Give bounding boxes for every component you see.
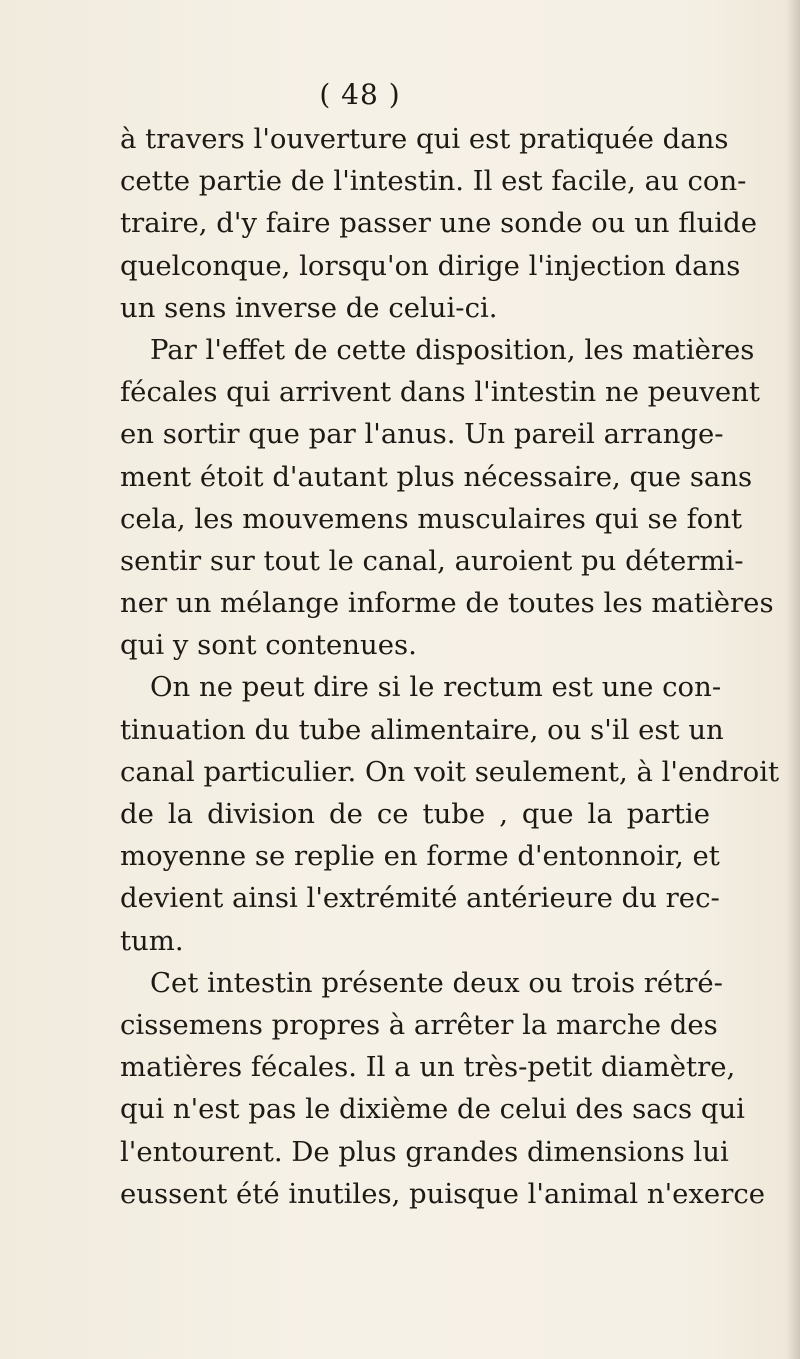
body-text — [120, 118, 780, 1215]
text-line: l'entourent. De plus grandes dimensions lui — [120, 1135, 729, 1168]
text-line: sentir sur tout le canal, auroient pu détermi- — [120, 544, 744, 577]
text-line: cissemens propres à arrêter la marche des — [120, 1008, 718, 1041]
text-line: moyenne se replie en forme d'entonnoir, et — [120, 840, 720, 873]
text-line: un sens inverse de celui-ci. — [120, 291, 498, 324]
page-edge-shadow — [786, 0, 800, 1359]
text-line: matières fécales. Il a un très-petit diamètre, — [120, 1051, 736, 1084]
text-line: quelconque, lorsqu'on dirige l'injection dans — [120, 249, 741, 282]
text-line: On ne peut dire si le rectum est une con- — [150, 671, 722, 704]
text-line: cette partie de l'intestin. Il est facile, au con- — [120, 165, 747, 198]
text-line: Cet intestin présente deux ou trois rétré- — [150, 966, 723, 999]
text-line: tinuation du tube alimentaire, ou s'il est un — [120, 713, 724, 746]
text-line: en sortir que par l'anus. Un pareil arrange- — [120, 418, 724, 451]
text-line: qui n'est pas le dixième de celui des sacs qui — [120, 1093, 745, 1126]
text-line: devient ainsi l'extrémité antérieure du rec- — [120, 882, 720, 915]
text-line: de la division de ce tube , que la partie — [120, 798, 710, 830]
text-line: tum. — [120, 924, 184, 957]
text-line: eussent été inutiles, puisque l'animal n'exerce — [120, 1177, 766, 1210]
text-line: qui y sont contenues. — [120, 629, 417, 662]
text-line: canal particulier. On voit seulement, à l'endroit — [120, 755, 780, 788]
text-line: traire, d'y faire passer une sonde ou un fluide — [120, 207, 757, 240]
page-number: ( 48 ) — [319, 78, 401, 111]
text-line: Par l'effet de cette disposition, les matières — [150, 333, 755, 366]
text-line: à travers l'ouverture qui est pratiquée dans — [120, 123, 729, 155]
text-line: ner un mélange informe de toutes les matières — [120, 587, 774, 620]
text-line: cela, les mouvemens musculaires qui se font — [120, 502, 743, 535]
text-line: fécales qui arrivent dans l'intestin ne peuvent — [120, 376, 760, 409]
text-line: ment étoit d'autant plus nécessaire, que sans — [120, 460, 753, 493]
